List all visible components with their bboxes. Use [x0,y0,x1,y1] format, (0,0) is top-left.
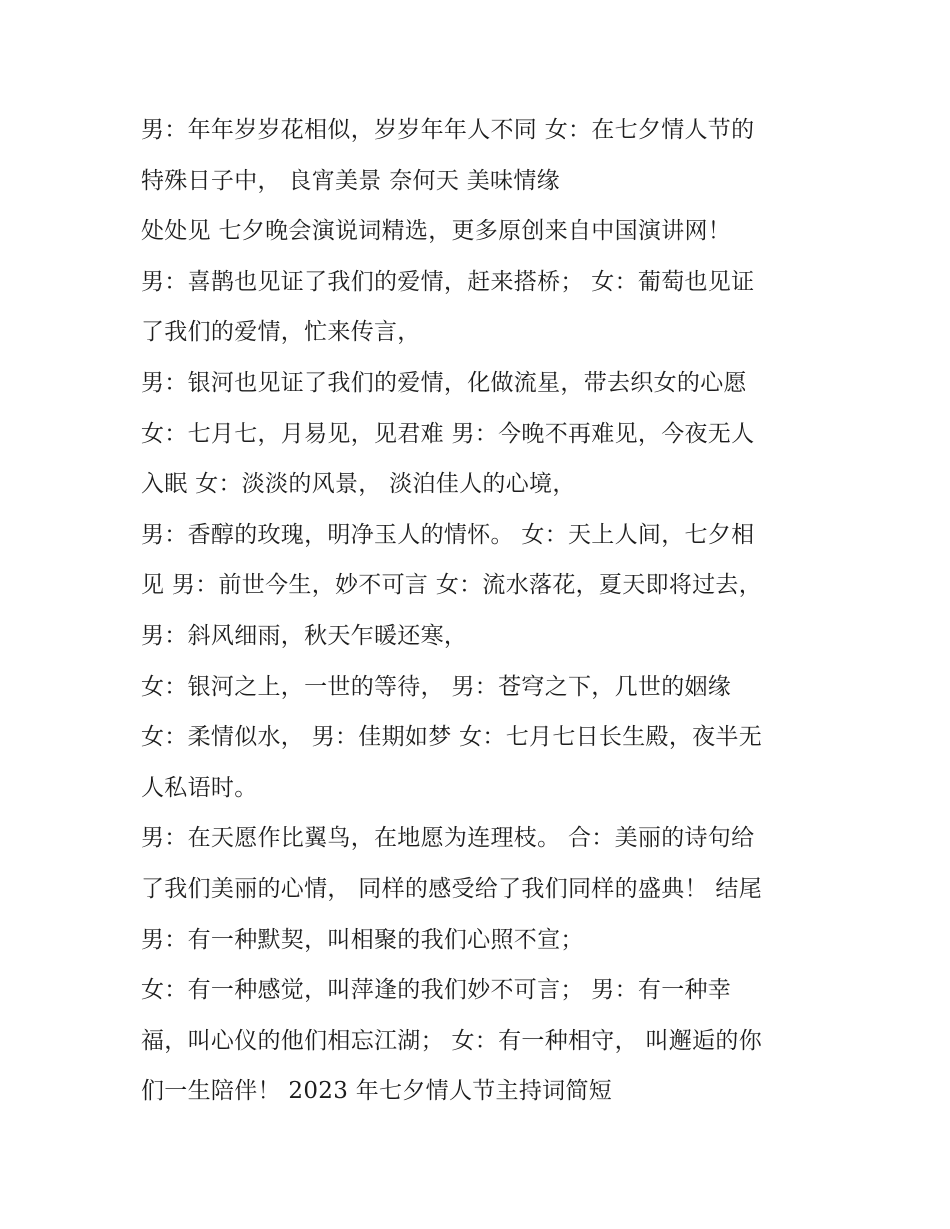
text-line: 特殊日子中， 良宵美景 奈何天 美味情缘 [141,167,560,194]
text-line: 福，叫心仪的他们相忘江湖； 女：有一种相守， 叫邂逅的你 [141,1027,763,1054]
text-line: 们一生陪伴！ 2023 年七夕情人节主持词简短 [141,1078,613,1105]
text-line: 男：有一种默契，叫相聚的我们心照不宣； [141,926,584,953]
text-line: 男：年年岁岁花相似，岁岁年年人不同 女：在七夕情人节的 [141,117,755,143]
text-line: 男：香醇的玫瑰，明净玉人的情怀。 女：天上人间，七夕相 [141,521,755,548]
text-line: 男：斜风细雨，秋天乍暖还寒， [141,622,468,649]
text-line: 见 男：前世今生，妙不可言 女：流水落花，夏天即将过去， [141,572,763,599]
text-line: 入眠 女：淡淡的风景， 淡泊佳人的心境， [141,471,576,498]
text-line: 男：喜鹊也见证了我们的爱情，赶来搭桥； 女：葡萄也见证 [141,268,755,295]
text-line: 女：有一种感觉，叫萍逢的我们妙不可言； 男：有一种幸 [141,977,732,1004]
text-line: 了我们美丽的心情， 同样的感受给了我们同样的盛典！ 结尾 [141,875,763,902]
text-line: 女：七月七，月易见，见君难 男：今晚不再难见，今夜无人 [141,420,755,447]
text-line: 男：银河也见证了我们的爱情，化做流星，带去织女的心愿 [141,369,747,396]
text-line: 男：在天愿作比翼鸟，在地愿为连理枝。 合：美丽的诗句给 [141,825,755,852]
text-line: 人私语时。 [141,774,258,801]
text-line: 了我们的爱情，忙来传言， [141,319,421,346]
text-line: 女：银河之上，一世的等待， 男：苍穹之下，几世的姻缘 [141,673,732,700]
document-body-text [141,105,821,1117]
text-line: 女：柔情似水， 男：佳期如梦 女：七月七日长生殿，夜半无 [141,724,763,751]
text-line: 处处见 七夕晚会演说词精选，更多原创来自中国演讲网！ [141,218,732,245]
